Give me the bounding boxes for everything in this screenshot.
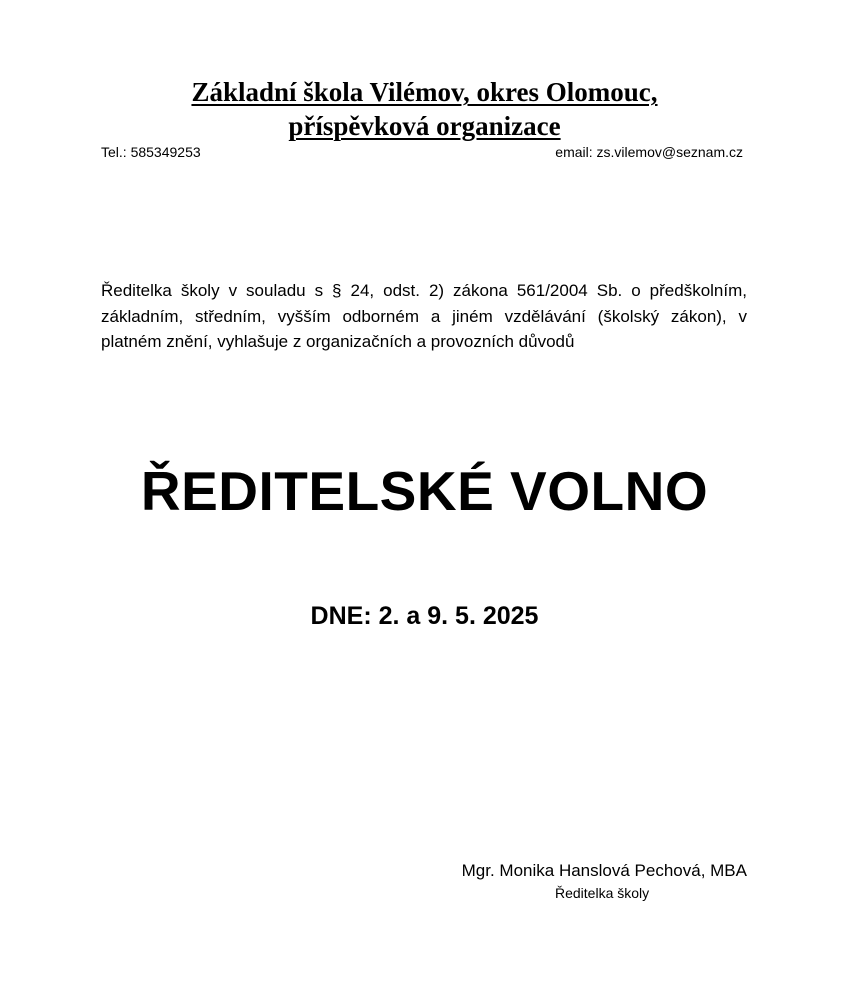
school-phone: Tel.: 585349253	[101, 144, 201, 160]
school-name-line1: Základní škola Vilémov, okres Olomouc,	[191, 77, 658, 107]
announcement-title: ŘEDITELSKÉ VOLNO	[140, 460, 709, 522]
announcement-intro: Ředitelka školy v souladu s § 24, odst. 2) zákona 561/2004 Sb. o předškolním, základním, středním, vyšším odborném a jiném vzdělávání (školský zákon), v platném znění, vyhlašuje z organizačních a provozních důvodů	[101, 281, 747, 351]
signature-role: Ředitelka školy	[555, 885, 650, 901]
announcement-date: DNE: 2. a 9. 5. 2025	[310, 602, 539, 630]
school-email: email: zs.vilemov@seznam.cz	[555, 144, 743, 160]
signature-name: Mgr. Monika Hanslová Pechová, MBA	[461, 861, 747, 880]
school-name-line2: příspěvková organizace	[288, 111, 561, 141]
